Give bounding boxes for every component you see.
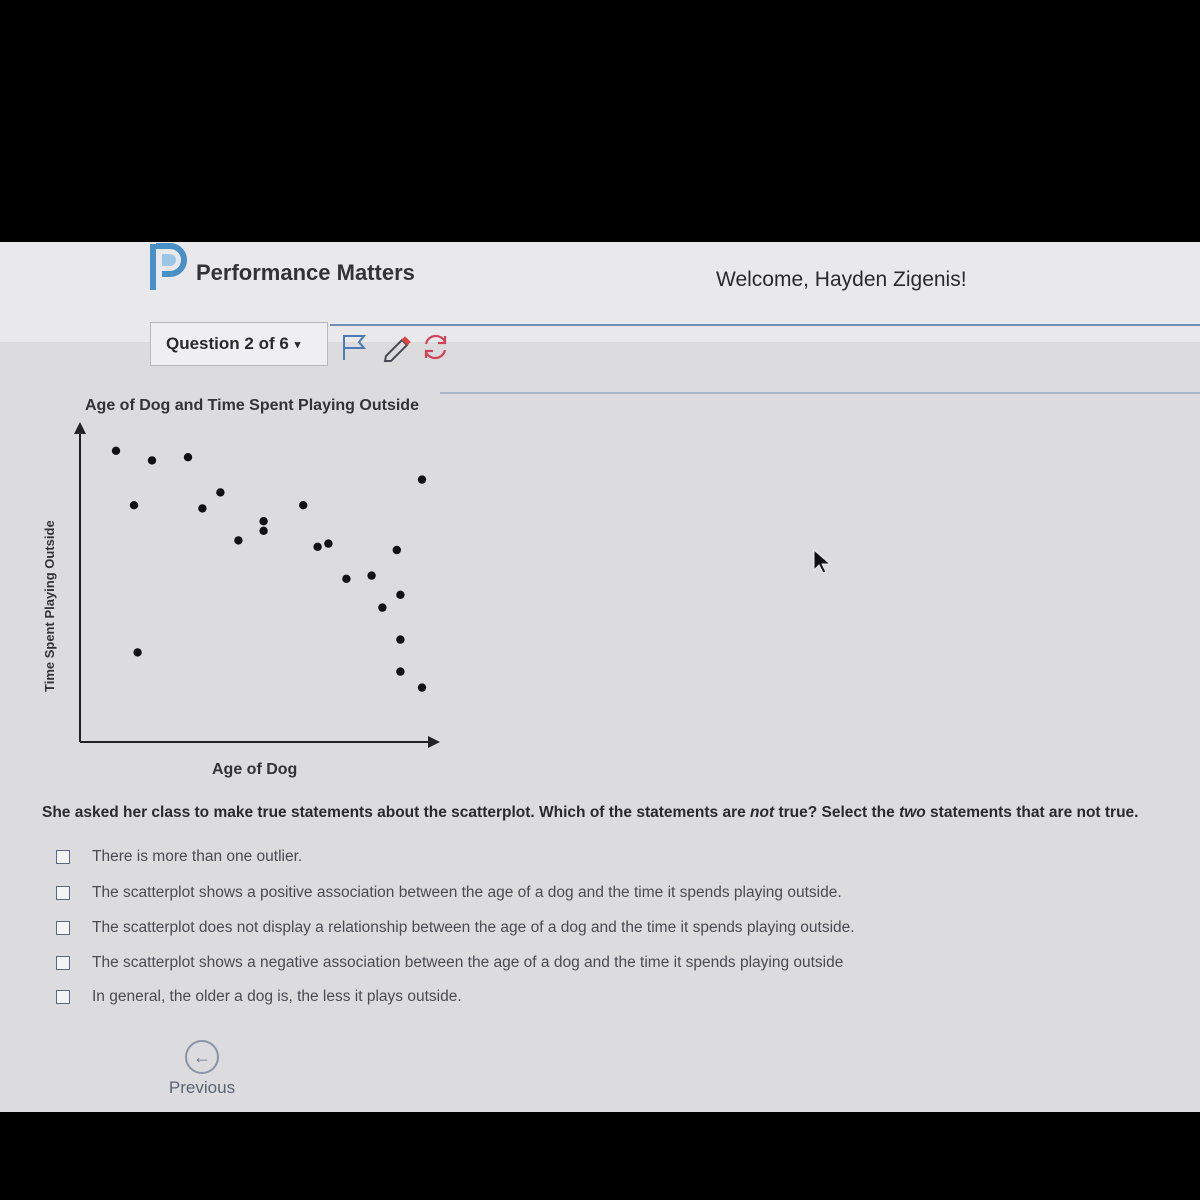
scatter-point [396,591,404,599]
scatter-point [130,501,138,509]
scatter-chart [30,392,480,782]
brand-name: Performance Matters [196,260,415,285]
scatter-point [313,543,321,551]
mouse-cursor-icon [812,548,834,574]
scatter-point [133,648,141,656]
answer-option[interactable] [56,919,855,937]
answer-option[interactable] [56,884,842,902]
scatter-point [184,453,192,461]
scatter-point [112,447,120,455]
scatter-point [259,517,267,525]
flag-icon[interactable] [340,332,374,362]
checkbox[interactable] [56,956,70,970]
scatter-point [198,504,206,512]
option-label: There is more than one outlier. [92,848,303,865]
previous-label: Previous [168,1078,236,1097]
prompt-part-2: true? Select the [774,804,900,821]
scatter-point [418,683,426,691]
prompt-part-1: She asked her class to make true statements about the scatterplot. Which of the statements are [42,804,751,821]
y-axis-label: Time Spent Playing Outside [42,520,57,692]
prompt-emphasis-not: not [750,804,775,821]
answer-option[interactable] [56,988,462,1006]
checkbox[interactable] [56,850,70,864]
scatter-point [148,456,156,464]
scatter-point [396,667,404,675]
refresh-icon[interactable] [418,332,452,362]
scatter-point [396,635,404,643]
scatter-point [299,501,307,509]
y-axis-arrow [74,422,86,434]
scatter-point [378,603,386,611]
checkbox[interactable] [56,990,70,1004]
header-divider [330,324,1200,326]
option-label: In general, the older a dog is, the less it plays outside. [92,988,462,1005]
scatter-point [342,575,350,583]
option-label: The scatterplot shows a negative association between the age of a dog and the time it spends playing outside [92,954,844,971]
x-axis-label: Age of Dog [212,761,298,778]
scatter-point [324,539,332,547]
option-label: The scatterplot does not display a relationship between the age of a dog and the time it spends playing outside. [92,919,855,936]
welcome-message: Welcome, Hayden Zigenis! [716,268,967,291]
checkbox[interactable] [56,921,70,935]
question-prompt [42,804,1139,822]
scatter-point [259,527,267,535]
prompt-emphasis-two: two [899,804,926,821]
arrow-left-icon: ← [185,1040,219,1074]
pencil-icon[interactable] [380,332,414,362]
scatter-point [393,546,401,554]
prompt-part-3: statements that are not true. [925,804,1139,821]
performance-matters-logo-icon [148,242,188,292]
chevron-down-icon: ▾ [294,338,301,351]
option-label: The scatterplot shows a positive association between the age of a dog and the time it spends playing outside. [92,884,842,901]
scatter-point [367,571,375,579]
question-label: Question 2 of 6 [166,334,289,353]
answer-option[interactable] [56,848,302,866]
x-axis-arrow [428,736,440,748]
answer-option[interactable] [56,954,843,972]
scatter-point [234,536,242,544]
scatter-point [216,488,224,496]
chart-title: Age of Dog and Time Spent Playing Outside [85,397,419,414]
data-points [112,447,426,692]
previous-button[interactable] [162,1040,242,1098]
app-screen [0,242,1200,1112]
content-divider [440,392,1200,394]
scatter-point [418,475,426,483]
question-selector[interactable] [150,322,328,366]
checkbox[interactable] [56,886,70,900]
